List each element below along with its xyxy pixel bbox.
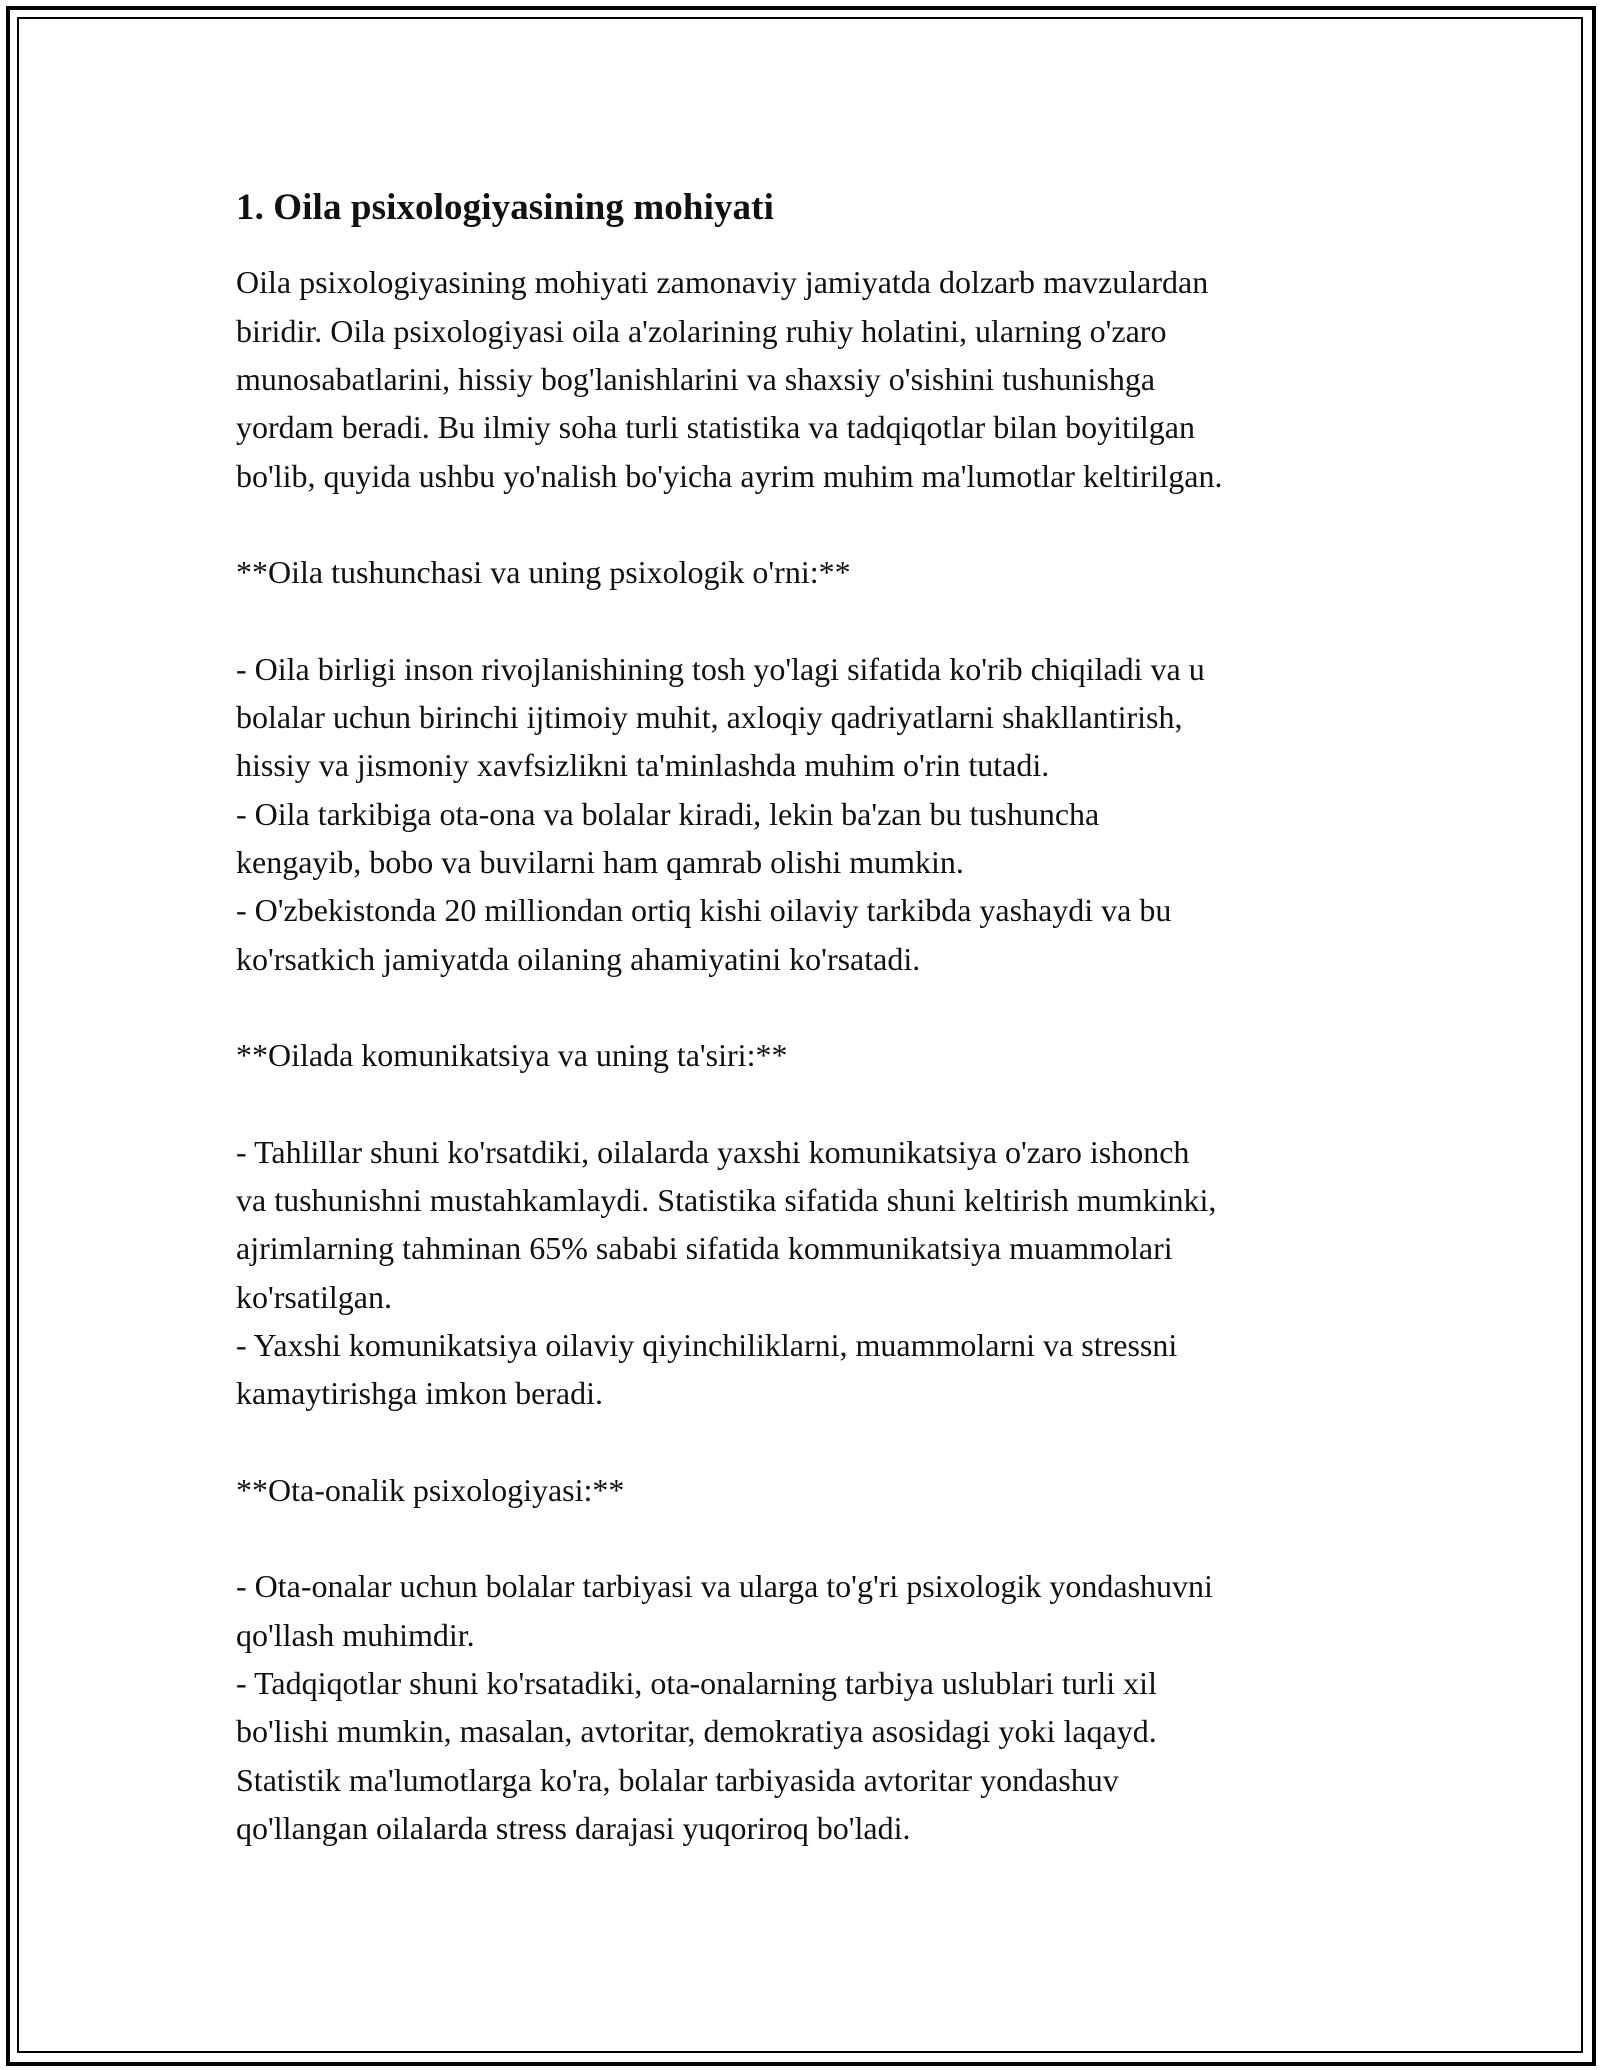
text-line: ko'rsatkich jamiyatda oilaning ahamiyatini ko'rsatadi.: [236, 940, 921, 977]
text-line: hissiy va jismoniy xavfsizlikni ta'minlashda muhim o'rin tutadi.: [236, 747, 1050, 784]
document-body: [236, 186, 1376, 1852]
blank-line: [236, 1079, 1376, 1127]
text-line: bo'lib, quyida ushbu yo'nalish bo'yicha ayrim muhim ma'lumotlar keltirilgan.: [236, 457, 1223, 494]
blank-line: [236, 1514, 1376, 1562]
text-line: - Ota-onalar uchun bolalar tarbiyasi va ularga to'g'ri psixologik yondashuvni: [236, 1568, 1213, 1605]
section-heading: **Ota-onalik psixologiyasi:**: [236, 1471, 625, 1508]
text-line: biridir. Oila psixologiyasi oila a'zolarining ruhiy holatini, ularning o'zaro: [236, 312, 1167, 349]
text-line: bolalar uchun birinchi ijtimoiy muhit, axloqiy qadriyatlarni shakllantirish,: [236, 699, 1183, 736]
text-line: qo'llangan oilalarda stress darajasi yuqoriroq bo'ladi.: [236, 1809, 911, 1846]
blank-line: [236, 1418, 1376, 1466]
section-heading: **Oila tushunchasi va uning psixologik o'rni:**: [236, 554, 851, 591]
text-line: Statistik ma'lumotlarga ko'ra, bolalar tarbiyasida avtoritar yondashuv: [236, 1761, 1119, 1798]
intro-paragraph: [236, 258, 1376, 1852]
text-line: - Yaxshi komunikatsiya oilaviy qiyinchiliklarni, muammolarni va stressni: [236, 1326, 1178, 1363]
text-line: kamaytirishga imkon beradi.: [236, 1375, 604, 1412]
text-line: va tushunishni mustahkamlaydi. Statistika sifatida shuni keltirish mumkinki,: [236, 1182, 1217, 1219]
text-line: - Tadqiqotlar shuni ko'rsatadiki, ota-onalarning tarbiya uslublari turli xil: [236, 1665, 1157, 1701]
text-line: kengayib, bobo va buvilarni ham qamrab olishi mumkin.: [236, 843, 964, 880]
text-line: munosabatlarini, hissiy bog'lanishlarini va shaxsiy o'sishini tushunishga: [236, 360, 1156, 397]
document-title: 1. Oila psixologiyasining mohiyati: [236, 187, 774, 228]
text-line: - Tahlillar shuni ko'rsatdiki, oilalarda yaxshi komunikatsiya o'zaro ishonch: [236, 1133, 1190, 1170]
text-line: - Oila tarkibiga ota-ona va bolalar kiradi, lekin ba'zan bu tushuncha: [236, 795, 1100, 832]
blank-line: [236, 983, 1376, 1031]
section-heading: **Oilada komunikatsiya va uning ta'siri:**: [236, 1037, 788, 1074]
text-line: ajrimlarning tahminan 65% sababi sifatida kommunikatsiya muammolari: [236, 1230, 1173, 1267]
text-line: - O'zbekistonda 20 milliondan ortiq kishi oilaviy tarkibda yashaydi va bu: [236, 892, 1172, 929]
text-line: Oila psixologiyasining mohiyati zamonaviy jamiyatda dolzarb mavzulardan: [236, 264, 1209, 301]
text-line: ko'rsatilgan.: [236, 1278, 392, 1315]
blank-line: [236, 596, 1376, 644]
text-line: - Oila birligi inson rivojlanishining tosh yo'lagi sifatida ko'rib chiqiladi va u: [236, 650, 1205, 687]
text-line: bo'lishi mumkin, masalan, avtoritar, demokratiya asosidagi yoki laqayd.: [236, 1713, 1157, 1750]
text-line: qo'llash muhimdir.: [236, 1616, 475, 1653]
text-line: yordam beradi. Bu ilmiy soha turli statistika va tadqiqotlar bilan boyitilgan: [236, 409, 1195, 446]
blank-line: [236, 500, 1376, 548]
